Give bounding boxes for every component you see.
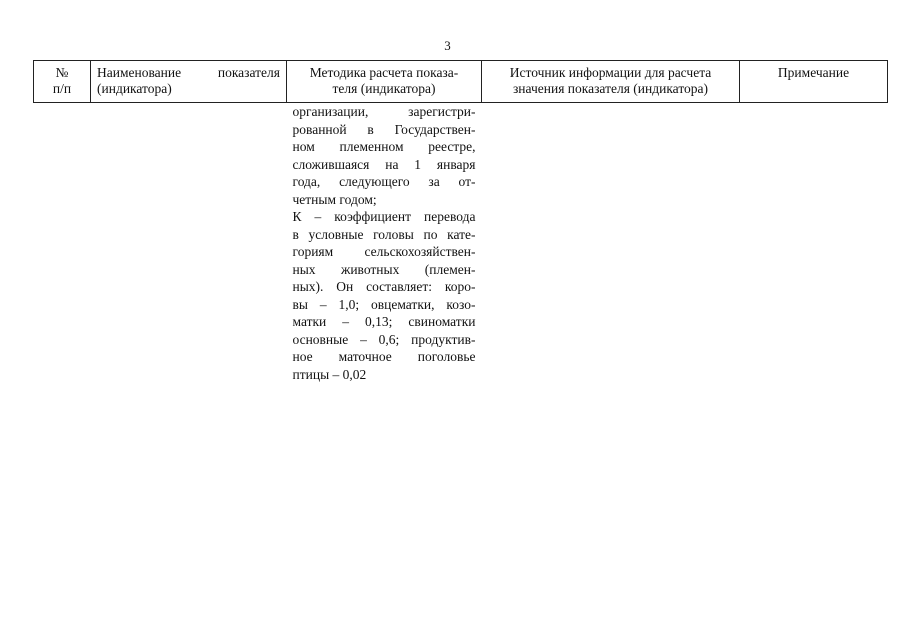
header-calculation-method-line-2: теля (индикатора) (332, 81, 436, 96)
cell-number (34, 103, 91, 384)
method-text-line: ное маточное поголовье (292, 349, 476, 364)
header-indicator-name-line-1: Наименование показателя (97, 65, 280, 80)
method-text-line: птицы – 0,02 (292, 366, 367, 382)
method-text-line: ных). Он составляет: коро- (292, 279, 476, 294)
method-text-line: в условные головы по кате- (292, 226, 476, 242)
method-text-line: основные – 0,6; продуктив- (292, 331, 476, 347)
cell-calculation-method (287, 103, 482, 384)
header-calculation-method (287, 61, 482, 103)
header-indicator-name (91, 61, 287, 103)
method-text-line: года, следующего за от- (292, 174, 476, 189)
method-text-line: организации, зарегистри- (292, 104, 476, 119)
method-text-line: вы – 1,0; овцематки, козо- (292, 296, 476, 312)
header-number-line-2: п/п (52, 81, 72, 96)
header-information-source-line-1: Источник информации для расчета (509, 65, 712, 80)
cell-indicator-name (91, 103, 287, 384)
header-information-source (482, 61, 740, 103)
method-text-line: ных животных (племен- (292, 261, 476, 277)
method-text-line: гориям сельскохозяйствен- (292, 244, 476, 259)
method-text-line: матки – 0,13; свиноматки (292, 314, 476, 329)
table-header-row (34, 61, 888, 103)
header-indicator-name-line-2: (индикатора) (97, 81, 172, 96)
header-information-source-line-2: значения показателя (индикатора) (512, 81, 709, 96)
header-number (34, 61, 91, 103)
method-text-line: сложившаяся на 1 января (292, 156, 476, 172)
cell-information-source (482, 103, 740, 384)
method-text-line: ном племенном реестре, (292, 139, 476, 154)
cell-note (740, 103, 888, 384)
header-note-line-1: Примечание (777, 65, 850, 80)
method-text-line: четным годом; (292, 191, 377, 207)
page-number: 3 (444, 38, 451, 53)
header-note (740, 61, 888, 103)
indicator-table (33, 60, 888, 383)
table-row (34, 103, 888, 384)
method-text-line: К – коэффициент перевода (292, 209, 476, 224)
header-calculation-method-line-1: Методика расчета показа- (309, 65, 459, 80)
method-text-line: рованной в Государствен- (292, 121, 476, 137)
header-number-line-1: № (55, 65, 69, 80)
